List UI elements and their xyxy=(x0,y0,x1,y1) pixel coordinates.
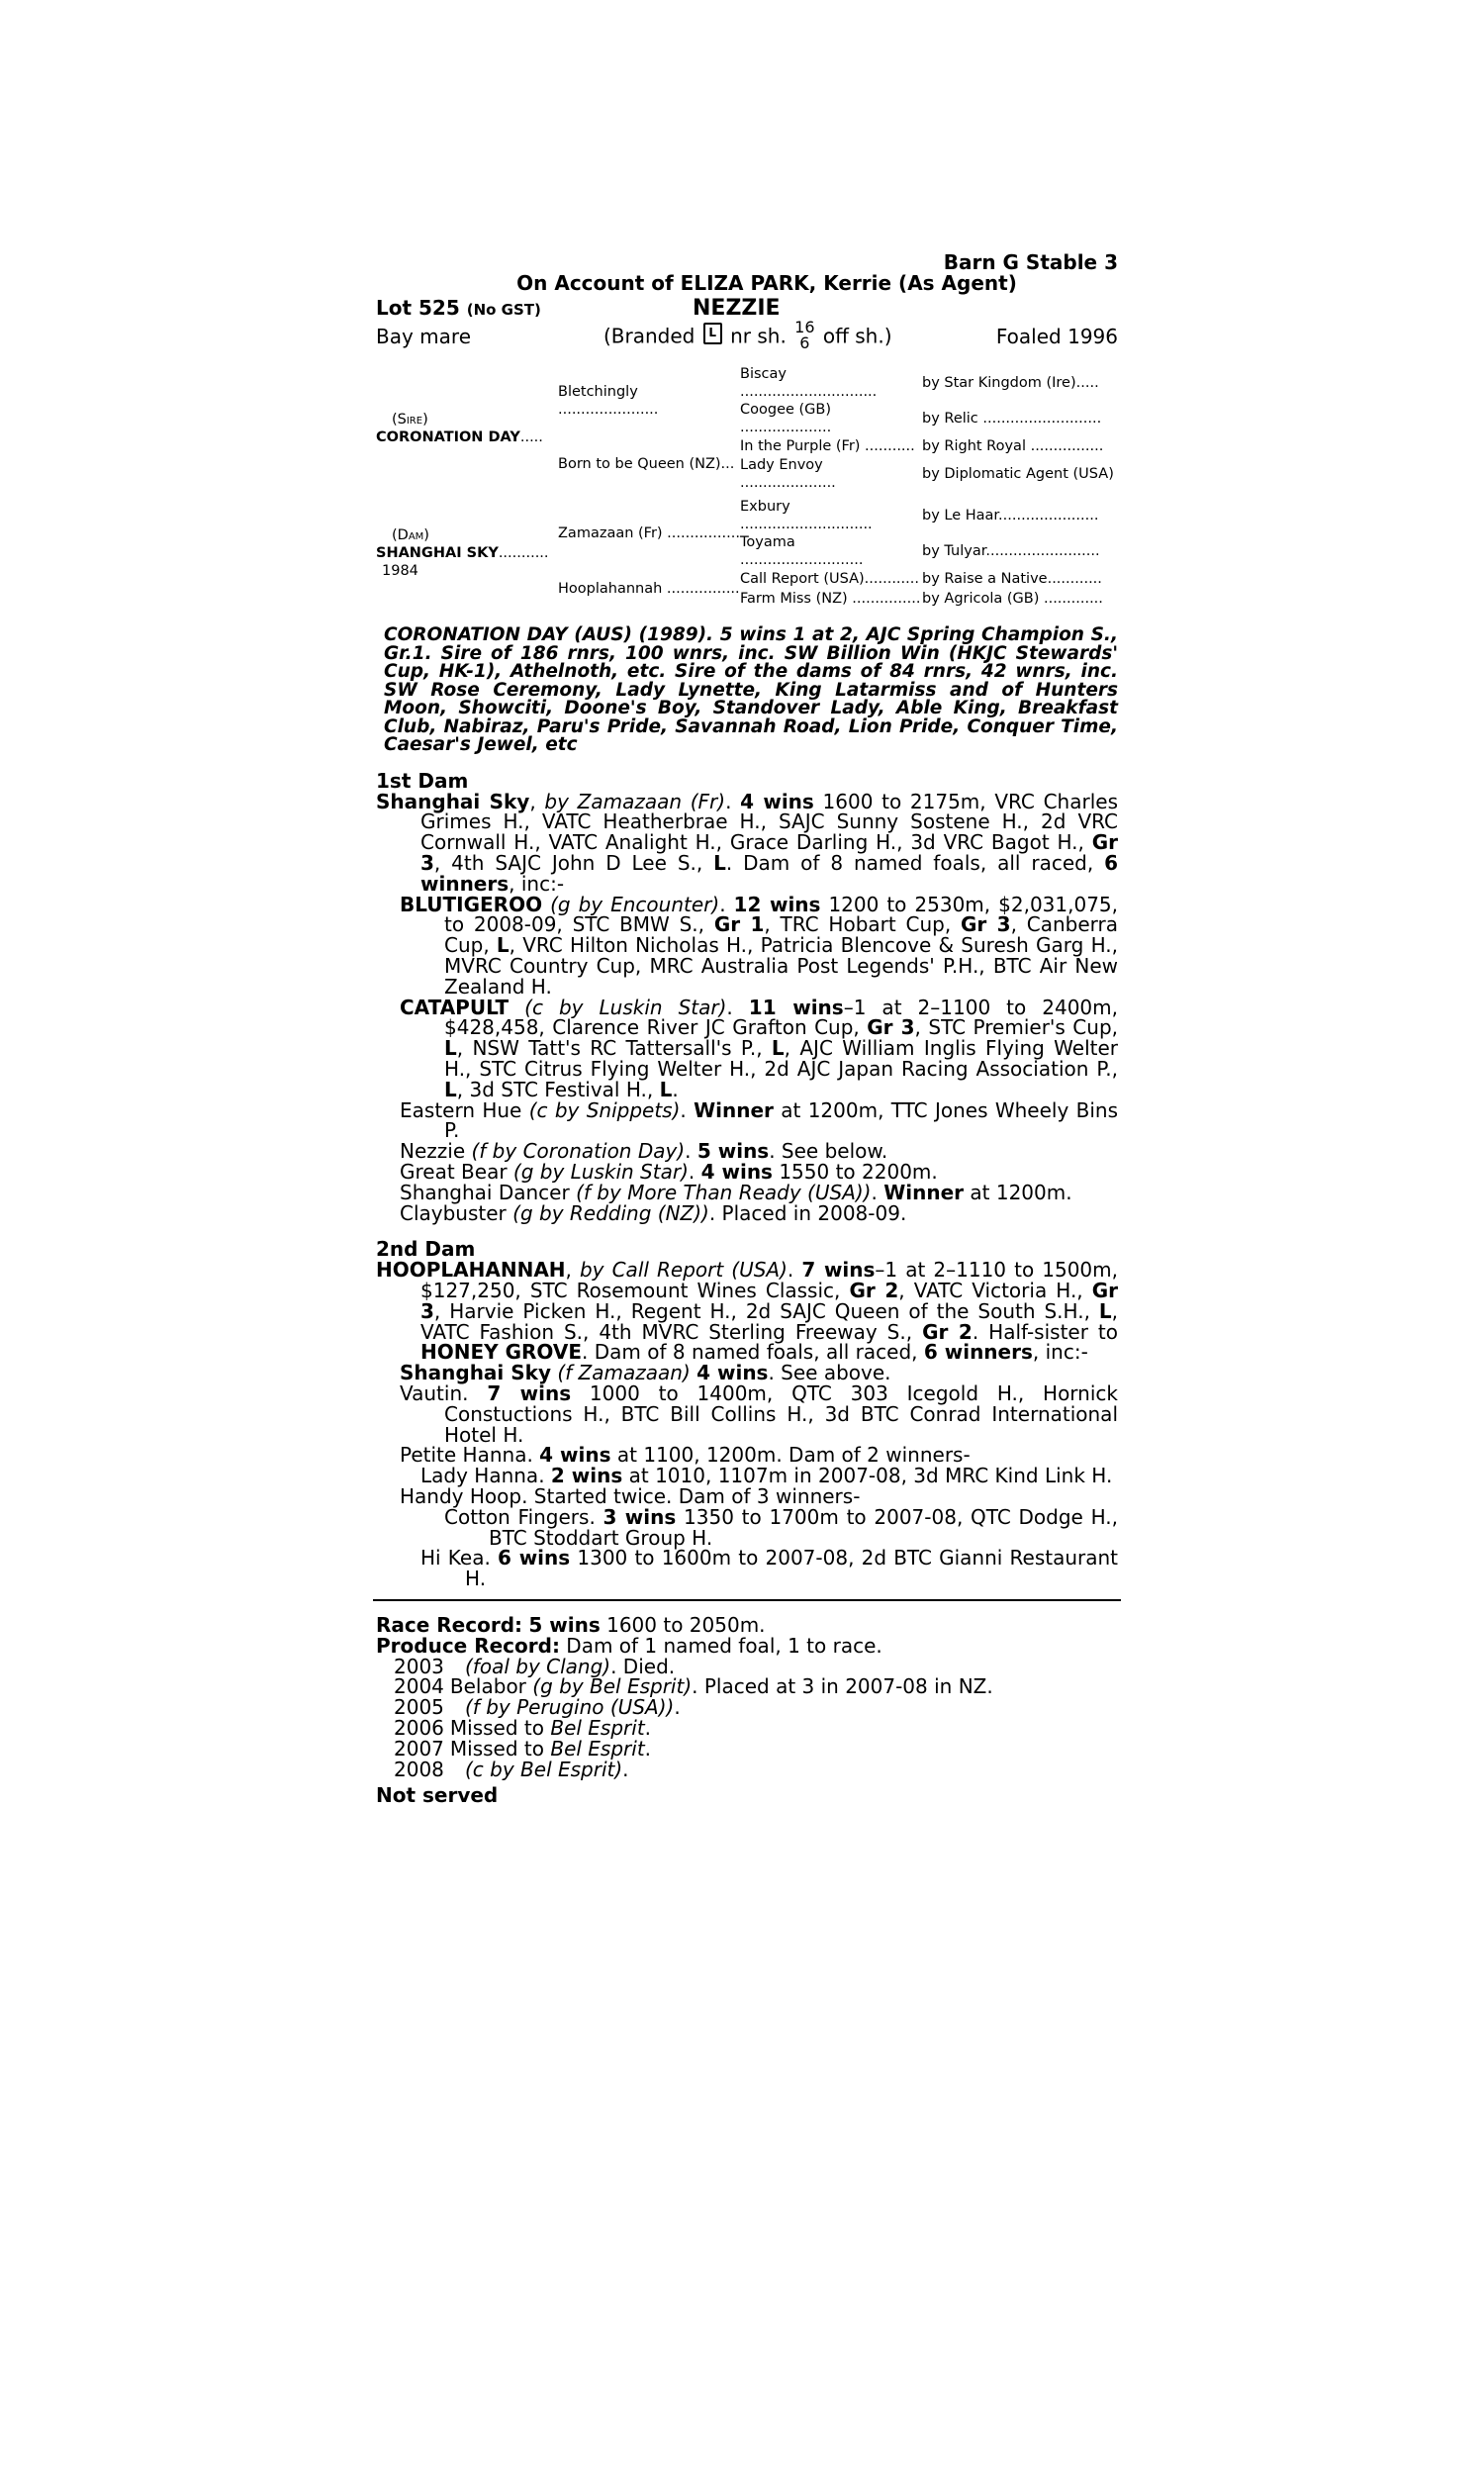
progeny-entry: Claybuster (g by Redding (NZ)). Placed in 2008-09. xyxy=(400,1200,907,1225)
first-dam-entry: Shanghai Sky, by Zamazaan (Fr). 4 wins 1600 to 2175m, VRC Charles Grimes H., VATC Heatherbrae H., SAJC Sunny Sostene H., 2d VRC Cornwall H., VATC Analight H., Grace Darling H., 3d VRC Bagot H., Gr 3, 4th SAJC John D Lee S., L. Dam of 8 named foals, all raced, 6 winners, inc:- xyxy=(376,789,1118,896)
pedigree-gen3: Farm Miss (NZ) ............... xyxy=(740,591,921,608)
pedigree-gen4: by Right Royal ................ xyxy=(922,438,1104,455)
description-row xyxy=(376,318,1118,353)
produce-row: 2008 (c by Bel Esprit) . xyxy=(394,1757,629,1781)
pedigree-gen2: Born to be Queen (NZ)... xyxy=(558,456,735,473)
pedigree-gen4: by Le Haar...................... xyxy=(922,508,1099,524)
brand-info: (Branded L nr sh. 16 6 off sh.) xyxy=(603,318,892,353)
foaled-year: Foaled 1996 xyxy=(995,324,1118,348)
gst-note: (No GST) xyxy=(466,300,541,319)
first-dam-heading: 1st Dam xyxy=(376,768,469,793)
barn-stable: Barn G Stable 3 xyxy=(943,250,1118,274)
lot-number: Lot 525 (No GST) xyxy=(376,295,541,320)
sire-cell: (Sire) CORONATION DAY..... xyxy=(376,412,543,446)
progeny-entry: Petite Hanna. 4 wins at 1100, 1200m. Dam of 2 winners- xyxy=(400,1443,971,1468)
pedigree-gen3: Toyama ........................... xyxy=(740,534,864,569)
pedigree-gen3: Call Report (USA)............ xyxy=(740,571,919,588)
section-divider xyxy=(373,1599,1121,1601)
catalogue-page xyxy=(376,252,1118,1806)
dam-year: 1984 xyxy=(382,563,418,580)
pedigree-gen2: Hooplahannah ................ xyxy=(558,581,740,598)
produce-row: 2005 (f by Perugino (USA)) . xyxy=(394,1695,681,1720)
second-dam-heading: 2nd Dam xyxy=(376,1237,476,1262)
pedigree-gen3: Exbury ............................. xyxy=(740,499,873,533)
progeny-entry: Shanghai Sky (f Zamazaan) 4 wins. See above. xyxy=(400,1361,891,1385)
pedigree-gen4: by Diplomatic Agent (USA) xyxy=(922,466,1114,483)
pedigree-gen4: by Relic .......................... xyxy=(922,411,1102,428)
horse-description: Bay mare xyxy=(376,324,471,348)
pedigree-gen4: by Star Kingdom (Ire)..... xyxy=(922,375,1099,392)
second-dam-entry: HOOPLAHANNAH, by Call Report (USA). 7 wins–1 at 2–1110 to 1500m, $127,250, STC Rosemount Wines Classic, Gr 2, VATC Victoria H., Gr 3, Harvie Picken H., Regent H., 2d SAJC Queen of the South S.H., L, VATC Fashion S., 4th MVRC Sterling Freeway S., Gr 2. Half-sister to HONEY GROVE. Dam of 8 named foals, all raced, 6 winners, inc:- xyxy=(376,1258,1118,1365)
lot-row xyxy=(376,295,1118,321)
sire-summary: CORONATION DAY (AUS) (1989). 5 wins 1 at 2, AJC Spring Champion S., Gr.1. Sire of 186 rnrs, 100 wnrs, inc. SW Billion Win (HKJC Stewards' Cup, HK-1), Athelnoth, etc. Sire of the dams of 84 rnrs, 42 wnrs, inc. SW Rose Ceremony, Lady Lynette, King Latarmiss and of Hunters Moon, Showciti, Doone's Boy, Standover Lady, Able King, Breakfast Club, Nabiraz, Paru's Pride, Savannah Road, Lion Pride, Conquer Time, Caesar's Jewel, etc xyxy=(384,624,1118,756)
progeny-entry: Nezzie (f by Coronation Day). 5 wins. See below. xyxy=(400,1139,888,1164)
progeny-entry: Handy Hoop. Started twice. Dam of 3 winners- xyxy=(400,1483,861,1508)
horse-name: NEZZIE xyxy=(693,295,781,321)
vendor-account: On Account of ELIZA PARK, Kerrie (As Agent) xyxy=(516,270,1017,295)
produce-record: Produce Record: Dam of 1 named foal, 1 to race. xyxy=(376,1633,882,1658)
pedigree-gen3: Biscay .............................. xyxy=(740,366,878,401)
pedigree-table xyxy=(376,365,1118,609)
dam-cell: (Dam) SHANGHAI SKY........... 1984 xyxy=(376,498,558,609)
pedigree-gen3: In the Purple (Fr) ........... xyxy=(740,438,915,455)
service-status: Not served xyxy=(376,1783,499,1808)
pedigree-gen2: Zamazaan (Fr) ................ xyxy=(558,525,740,542)
progeny-entry: Shanghai Dancer (f by More Than Ready (USA)). Winner at 1200m. xyxy=(400,1180,1072,1204)
brand-icon: L xyxy=(703,323,722,344)
sire-name: CORONATION DAY xyxy=(376,429,520,446)
progeny-entry: Great Bear (g by Luskin Star). 4 wins 1550 to 2200m. xyxy=(400,1160,938,1185)
progeny-entry: Eastern Hue (c by Snippets). Winner at 1200m, TTC Jones Wheely Bins P. xyxy=(400,1097,1119,1143)
produce-row: 2003 (foal by Clang) . Died. xyxy=(394,1654,676,1678)
pedigree-gen2: Bletchingly ...................... xyxy=(558,384,659,419)
brand-fraction: 16 6 xyxy=(794,318,815,353)
race-record: Race Record: 5 wins 1600 to 2050m. xyxy=(376,1612,766,1637)
pedigree-gen3: Lady Envoy ..................... xyxy=(740,457,836,492)
progeny-entry: BLUTIGEROO (g by Encounter). 12 wins 1200 to 2530m, $2,031,075, to 2008-09, STC BMW S., Gr 1, TRC Hobart Cup, Gr 3, Canberra Cup, L, VRC Hilton Nicholas H., Patricia Blencove & Suresh Garg H., MVRC Country Cup, MRC Australia Post Legends' P.H., BTC Air New Zealand H. xyxy=(400,892,1119,999)
pedigree-gen4: by Agricola (GB) ............. xyxy=(922,591,1103,608)
produce-row: 2004 Belabor (g by Bel Esprit) . Placed at 3 in 2007-08 in NZ. xyxy=(394,1674,993,1699)
dam-name: SHANGHAI SKY xyxy=(376,545,499,562)
pedigree-gen3: Coogee (GB) .................... xyxy=(740,402,832,436)
grand-progeny-entry: Lady Hanna. 2 wins at 1010, 1107m in 2007-08, 3d MRC Kind Link H. xyxy=(420,1464,1113,1488)
grand-progeny-entry: Cotton Fingers. 3 wins 1350 to 1700m to 2007-08, QTC Dodge H., BTC Stoddart Group H. xyxy=(444,1504,1118,1550)
grand-progeny-entry: Hi Kea. 6 wins 1300 to 1600m to 2007-08, 2d BTC Gianni Restaurant H. xyxy=(420,1546,1119,1591)
produce-row: 2006 Missed to Bel Esprit . xyxy=(394,1715,652,1740)
pedigree-gen4: by Tulyar......................... xyxy=(922,543,1100,560)
progeny-entry: CATAPULT (c by Luskin Star). 11 wins–1 at 2–1100 to 2400m, $428,458, Clarence River JC Grafton Cup, Gr 3, STC Premier's Cup, L, NSW Tatt's RC Tattersall's P., L, AJC William Inglis Flying Welter H., STC Citrus Flying Welter H., 2d AJC Japan Racing Association P., L, 3d STC Festival H., L. xyxy=(400,995,1119,1101)
progeny-entry: Vautin. 7 wins 1000 to 1400m, QTC 303 Icegold H., Hornick Constuctions H., BTC Bill Collins H., 3d BTC Conrad International Hotel H. xyxy=(400,1381,1118,1447)
pedigree-gen4: by Raise a Native............ xyxy=(922,571,1102,588)
produce-row: 2007 Missed to Bel Esprit . xyxy=(394,1736,652,1760)
